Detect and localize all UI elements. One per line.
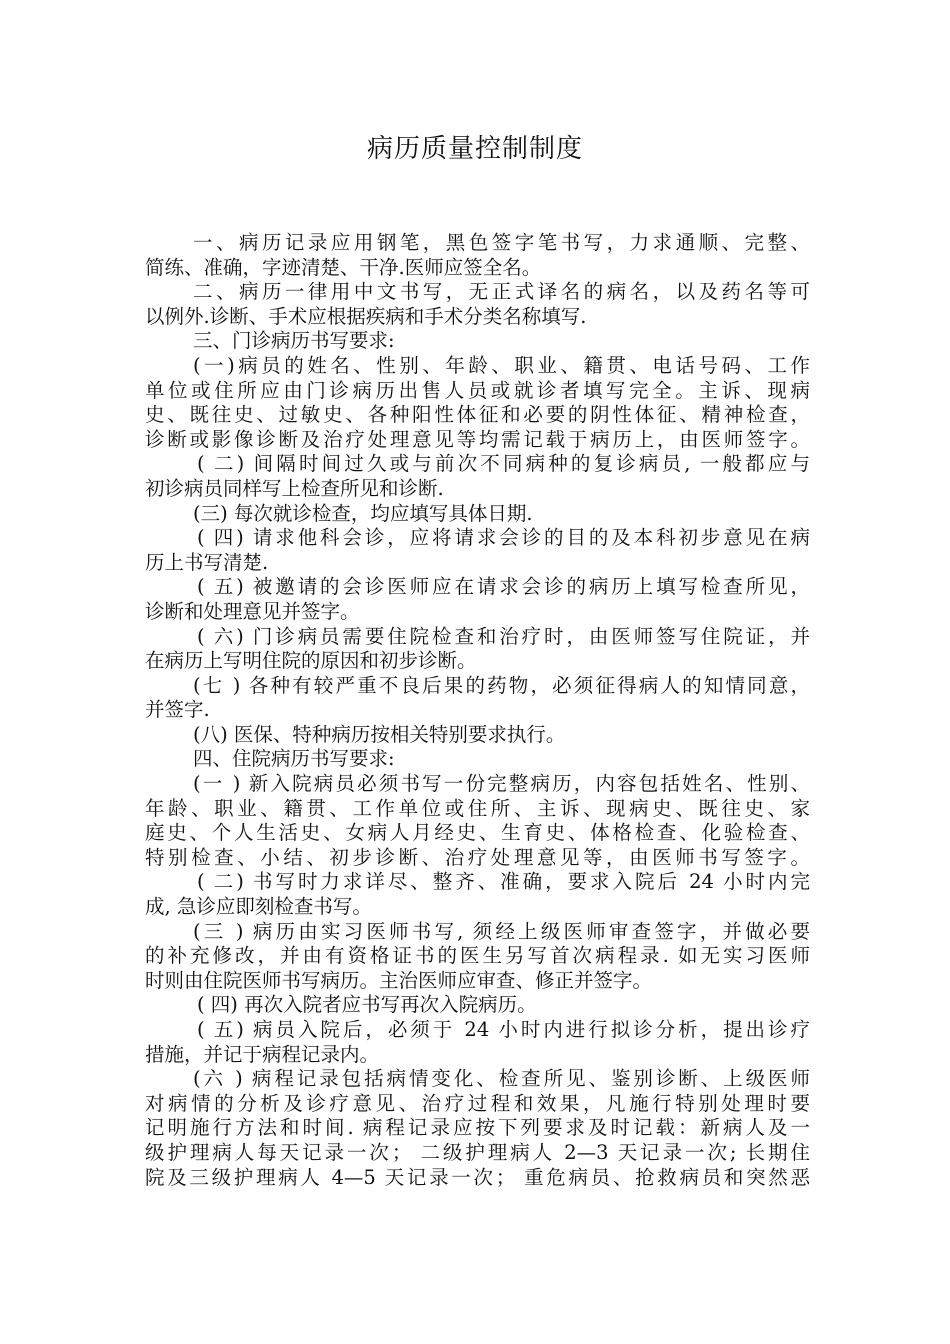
paragraph-line: 简练、准确，字迹清楚、干净.医师应签全名。 [145, 255, 542, 279]
paragraph-line: 史、既往史、过敏史、各种阳性体征和必要的阴性体征、精神检查， [145, 403, 810, 427]
paragraph-line: 对病情的分析及诊疗意见、治疗过程和效果，凡施行特别处理时要 [145, 1091, 810, 1115]
paragraph-line: 一、病历记录应用钢笔，黑色签字笔书写，力求通顺、完整、 [193, 231, 810, 254]
paragraph-line: (三) 每次就诊检查，均应填写具体日期. [193, 501, 533, 525]
paragraph-line: 单位或住所应由门诊病历出售人员或就诊者填写完全。主诉、现病 [145, 378, 810, 402]
paragraph-line: ( 四) 再次入院者应书写再次入院病历。 [197, 993, 537, 1017]
paragraph-line: (八) 医保、特种病历按相关特别要求执行。 [193, 722, 566, 746]
paragraph-line: 并签字. [145, 698, 210, 722]
paragraph-line: ( 六) 门诊病员需要住院检查和治疗时，由医师签写住院证，并 [197, 624, 810, 648]
paragraph-line: 诊断和处理意见并签字。 [145, 599, 360, 623]
paragraph-line: 记明施行方法和时间. 病程记录应按下列要求及时记载：新病人及一 [145, 1116, 810, 1140]
paragraph-line: 的补充修改，并由有资格证书的医生另写首次病程录. 如无实习医师 [145, 944, 810, 968]
paragraph-line: 年龄、职业、籍贯、工作单位或住所、主诉、现病史、既往史、家 [145, 796, 810, 820]
paragraph-line: 诊断或影像诊断及治疗处理意见等均需记载于病历上，由医师签字。 [145, 427, 810, 451]
paragraph-line: 三、门诊病历书写要求: [193, 329, 395, 353]
paragraph-line: (七 ) 各种有较严重不良后果的药物，必须征得病人的知情同意， [193, 673, 810, 697]
paragraph-line: ( 五) 病员入院后，必须于 24 小时内进行拟诊分析，提出诊疗 [197, 1018, 810, 1041]
document-title: 病历质量控制制度 [366, 134, 583, 164]
paragraph-line: ( 二) 间隔时间过久或与前次不同病种的复诊病员, 一般都应与 [197, 452, 810, 476]
paragraph-line: (一)病员的姓名、性别、年龄、职业、籍贯、电话号码、工作 [193, 353, 810, 377]
document-body [145, 231, 810, 1190]
paragraph-line: (一 ) 新入院病员必须书写一份完整病历，内容包括姓名、性别、 [193, 772, 810, 796]
paragraph-line: 级护理病人每天记录一次； 二级护理病人 2—3 天记录一次; 长期住 [145, 1140, 810, 1164]
paragraph-line: 措施，并记于病程记录内。 [145, 1042, 380, 1066]
paragraph-line: (六 ) 病程记录包括病情变化、检查所见、鉴别诊断、上级医师 [193, 1067, 810, 1091]
paragraph-line: ( 五) 被邀请的会诊医师应在请求会诊的病历上填写检查所见， [197, 575, 810, 599]
paragraph-line: 初诊病员同样写上检查所见和诊断. [145, 476, 444, 500]
paragraph-line: 成, 急诊应即刻检查书写。 [145, 895, 372, 919]
paragraph-line: ( 二) 书写时力求详尽、整齐、准确，要求入院后 24 小时内完 [197, 870, 810, 894]
paragraph-line: 时则由住院医师书写病历。主治医师应审查、修正并签字。 [145, 968, 653, 992]
paragraph-line: 在病历上写明住院的原因和初步诊断。 [145, 649, 477, 673]
paragraph-line: 历上书写清楚. [145, 550, 269, 574]
paragraph-line: (三 ) 病历由实习医师书写, 须经上级医师审查签字，并做必要 [193, 919, 810, 943]
paragraph-line: 以例外.诊断、手术应根据疾病和手术分类名称填写. [145, 304, 587, 328]
paragraph-line: 二、病历一律用中文书写，无正式译名的病名，以及药名等可 [193, 280, 810, 304]
paragraph-line: 特别检查、小结、初步诊断、治疗处理意见等，由医师书写签字。 [145, 845, 810, 869]
paragraph-line: 庭史、个人生活史、女病人月经史、生育史、体格检查、化验检查、 [145, 821, 810, 845]
paragraph-line: ( 四) 请求他科会诊，应将请求会诊的目的及本科初步意见在病 [197, 526, 810, 550]
paragraph-line: 四、住院病历书写要求: [193, 747, 395, 771]
paragraph-line: 院及三级护理病人 4—5 天记录一次； 重危病员、抢救病员和突然恶 [145, 1165, 810, 1189]
